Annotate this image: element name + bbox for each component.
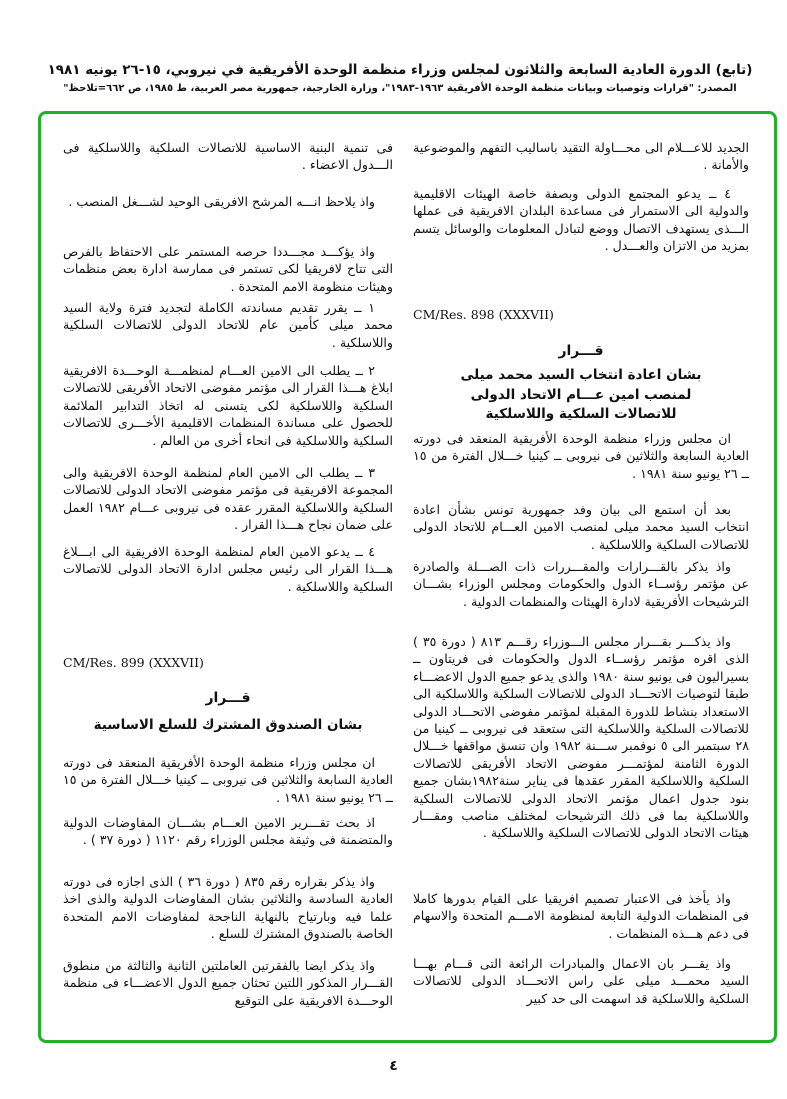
- resolution-heading: قـــرار: [205, 690, 251, 706]
- paragraph: واذ يأخذ فى الاعتبار تصميم افريقيا على القيام بدورها كاملا فى المنظمات الدولية التابعة لمنظومة الامـــم المتحدة والاسهام فى دعم هـــذه المنظمات .: [413, 891, 749, 941]
- page-header-source: المصدر: "قرارات وتوصيات وبيانات منظمة الوحدة الأفريقية ١٩٦٣-١٩٨٣"، وزارة الخارجية، جمهورية مصر العربية، ط ١٩٨٥، ص ٦٦٢=تلاحظ": [63, 83, 737, 94]
- paragraph: فى تنمية البنية الاساسية للاتصالات السلكية واللاسلكية فى الـــدول الاعضاء .: [63, 140, 393, 173]
- paragraph: ان مجلس وزراء منظمة الوحدة الأفريقية المنعقد فى دورته العادية السابعة والثلاثين فى نيروبى ــ كينيا خـــلال الفترة من ١٥ ــ ٢٦ يونيو سنة ١٩٨١ .: [63, 755, 393, 805]
- resolution-title-line: للاتصالات السلكية واللاسلكية: [485, 406, 677, 422]
- resolution-title: بشان الصندوق المشترك للسلع الاساسية: [93, 717, 363, 733]
- resolution-code: CM/Res. 898 (XXXVII): [413, 307, 554, 322]
- paragraph: الجديد للاعـــلام الى محـــاولة التقيد باساليب التفهم والموضوعية والأمانة .: [413, 140, 749, 173]
- resolution-heading: قـــرار: [558, 343, 604, 359]
- resolution-title-line: بشان اعادة انتخاب السيد محمد ميلى: [460, 367, 702, 383]
- resolution-title: [413, 366, 749, 425]
- page-number: ٤: [389, 1058, 398, 1074]
- paragraph: واذ يؤكـــد مجـــددا حرصه المستمر على الاحتفاظ بالفرص التى تتاح لافريقيا لكى تستمر فى ممارسة ادارة بعض منظمات وهيئات منظومة الامم المتحدة .: [63, 244, 393, 294]
- paragraph: ٤ ــ يدعو المجتمع الدولى وبصفة خاصة الهيئات الاقليمية والدولية الى الاستمرار فى مساعدة البلدان الافريقية فى عملها الـــذى يستهدف الاتصال ووضع لتبادل المعلومات والوسائل يتسم بمزيد من الاتزان والعـــدل .: [413, 186, 749, 254]
- paragraph: واذ يذكر بالقـــرارات والمقـــررات ذات الصـــلة والصادرة عن مؤتمر رؤســاء الدول والحكومات ومجلس الوزراء بشـــان الترشيحات الأفريقية لادارة الهيئات والمنظمات الدولية .: [413, 559, 749, 609]
- paragraph: واذ يذكر ايضا بالفقرتين العاملتين الثانية والثالثة من منطوق القـــرار المذكور اللتين تحثان جميع الدول الاعضـــاء فى منظمة الوحـــدة الافريقية على التوقيع: [63, 958, 393, 1008]
- resolution-code: CM/Res. 899 (XXXVII): [63, 655, 204, 670]
- paragraph: بعد أن استمع الى بيان وفد جمهورية تونس بشأن اعادة انتخاب السيد محمد ميلى لمنصب الامين العـــام للاتحاد الدولى للاتصالات السلكية واللاسلكية .: [413, 502, 749, 552]
- paragraph: واذ يلاحظ انـــه المرشح الافريقى الوحيد لشـــغل المنصب .: [68, 194, 375, 209]
- paragraph: ١ ــ يقرر تقديم مساندته الكاملة لتجديد فترة ولاية السيد محمد ميلى كأمين عام للاتحاد الدولى للاتصالات السلكية واللاسلكية .: [63, 300, 393, 350]
- resolution-title-line: لمنصب امين عـــام الاتحاد الدولى: [470, 386, 692, 403]
- paragraph: ٣ ــ يطلب الى الامين العام لمنظمة الوحدة الافريقية والى المجموعة الافريقية فى مؤتمر مفوضى الاتحاد الدولى للاتصالات السلكية واللاسلكية المقرر عقده فى نيروبى عـــام ١٩٨٢ العمل على ضمان نجاح هـــذا القرار .: [63, 465, 393, 533]
- paragraph: واذ يذكـــر بقـــرار مجلس الـــوزراء رقـــم ٨١٣ ( دورة ٣٥ ) الذى اقره مؤتمر رؤســاء الدول والحكومات فى فريتاون ــ بسيراليون فى يونيو سنة ١٩٨٠ والذى يدعو جميع الدول الاعضـــاء طبقا لتوصيات الاتحـــاد الدولى للاتصالات السلكية واللاسلكية الى الاستعداد بنشاط للدورة المقبلة لمؤتمر مفوضى الاتحـــاد الدولى للاتصالات السلكية واللاسلكية التى ستعقد فى نيروبى ــ كينيا من ٢٨ سبتمبر الى ٥ نوفمبر ســـنة ١٩٨٢ وان تنسق مواقفها خـــلال الدورة الثامنة لمؤتمـــر مفوضى الاتحاد الأفريقى للاتصالات السلكية واللاسلكية المقرر عقدها فى يناير سنة١٩٨٢بشان جميع بنود جدول اعمال مؤتمر الاتحاد الدولى للاتصالات السلكية واللاسلكية بما فى ذلك الترشيحات لمختلف مناصب ومقـــار هيئات الاتحاد الدولى للاتصالات السلكية واللاسلكية .: [413, 634, 750, 841]
- paragraph: واذ يذكر بقراره رقم ٨٣٥ ( دورة ٣٦ ) الذى اجازه فى دورته العادية السادسة والثلاثين بشان المفاوضات الدولية والذى اخذ علما فيه وبارتياح بالنهاية الناجحة لمفاوضات الامم المتحدة الخاصة بالصندوق المشترك للسلع .: [63, 874, 393, 942]
- paragraph: ٢ ــ يطلب الى الامين العـــام لمنظمـــة الوحـــدة الافريقية ابلاغ هـــذا القرار الى مؤتمر مفوضى الاتحاد الأفريقى للاتصالات السلكية واللاسلكية لكى يتسنى له اتخاذ التدابير الملائمة للحصول على مساندة المنظمات الاقليمية الأخـــرى للاتصالات السلكية واللاسلكية فى انحاء أخرى من العالم .: [63, 363, 393, 448]
- page-header-title: (تابع) الدورة العادية السابعة والثلاثون لمجلس وزراء منظمة الوحدة الأفريقية في نيروبي، ١٥-٢٦ يونيه ١٩٨١: [47, 62, 753, 78]
- paragraph: ان مجلس وزراء منظمة الوحدة الأفريقية المنعقد فى دورته العادية السابعة والثلاثين فى نيروبى ــ كينيا خـــلال الفترة من ١٥ ــ ٢٦ يونيو سنة ١٩٨١ .: [413, 431, 749, 481]
- paragraph: ٤ ــ يدعو الامين العام لمنظمة الوحدة الافريقية الى ابـــلاغ هـــذا القرار الى رئيس مجلس ادارة الاتحاد الدولى للاتصالات السلكية واللاسلكية .: [63, 544, 393, 594]
- paragraph: واذ يقـــر بان الاعمال والمبادرات الرائعة التى قـــام بهـــا السيد محمـــد ميلى على راس الاتحـــاد الدولى للاتصالات السلكية واللاسلكية قد اسهمت الى حد كبير: [413, 956, 749, 1006]
- paragraph: اذ بحث تقـــرير الامين العـــام بشـــان المفاوضات الدولية والمتضمنة فى وثيقة مجلس الوزراء رقم ١١٢٠ ( دورة ٣٧ ) .: [63, 815, 393, 848]
